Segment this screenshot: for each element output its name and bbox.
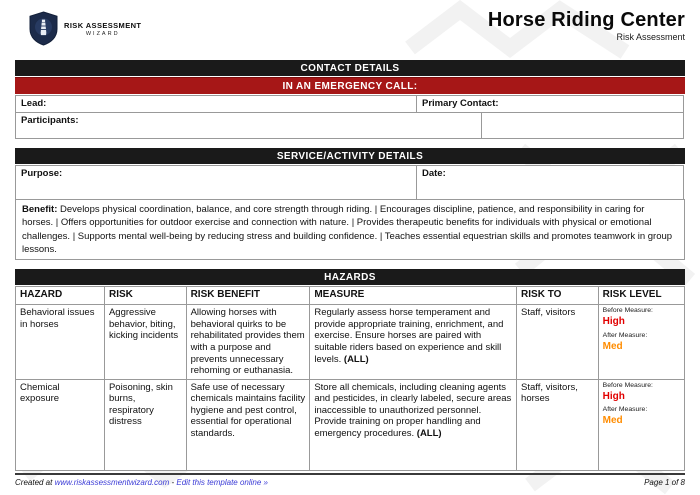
hazard-cell: Behavioral issues in horses xyxy=(16,305,105,379)
hazard-row-behavioral xyxy=(16,305,685,379)
risk-level-before-badge: High xyxy=(602,390,625,402)
measure-cell xyxy=(310,379,517,470)
footer-created-text: Created at xyxy=(15,478,55,487)
service-activity-title: SERVICE/ACTIVITY DETAILS xyxy=(276,150,424,162)
risk-level-after-badge: Med xyxy=(602,340,623,352)
risk-level-cell xyxy=(598,305,684,379)
risk-cell: Aggressive behavior, biting, kicking incidents xyxy=(104,305,186,379)
shield-lighthouse-icon xyxy=(28,11,59,46)
col-hazard: HAZARD xyxy=(16,287,105,305)
brand-name: RISK ASSESSMENT xyxy=(64,20,142,30)
measure-text: Regularly assess horse temperament and provide appropriate training, enrichment, and exercise. Ensure horses are paired with suitable riders based on experience and skill levels. xyxy=(314,307,504,365)
contact-row-lead xyxy=(15,95,685,113)
after-measure-label: After Measure: xyxy=(602,331,648,339)
service-activity-section xyxy=(15,148,685,260)
hazards-table xyxy=(15,286,685,470)
participants-field xyxy=(15,112,482,139)
service-row-benefit xyxy=(15,199,685,260)
footer-edit-link[interactable]: Edit this template online » xyxy=(176,478,268,487)
risk-benefit-cell: Safe use of necessary chemicals maintains facility hygiene and pest control, essential for operational standards. xyxy=(186,379,310,470)
risk-level-after-badge: Med xyxy=(602,415,623,427)
before-measure-label: Before Measure: xyxy=(602,307,653,315)
footer-separator: - xyxy=(169,478,177,487)
after-measure-label: After Measure: xyxy=(602,406,648,414)
participants-label: Participants: xyxy=(21,115,79,126)
service-row-purpose-date xyxy=(15,165,685,200)
risk-level-cell xyxy=(598,379,684,470)
hazards-header xyxy=(15,269,685,285)
lead-field xyxy=(15,95,417,113)
risk-to-cell: Staff, visitors, horses xyxy=(517,379,599,470)
date-label: Date: xyxy=(422,168,446,179)
measure-all-tag: (ALL) xyxy=(416,427,442,439)
hazard-cell: Chemical exposure xyxy=(16,379,105,470)
page-header xyxy=(15,8,685,50)
emergency-call-banner xyxy=(15,77,685,94)
primary-contact-field xyxy=(416,95,684,113)
brand-tagline: WIZARD xyxy=(85,30,120,37)
footer-page-number: Page 1 of 8 xyxy=(644,478,685,487)
col-risk-level: RISK LEVEL xyxy=(598,287,684,305)
page-footer xyxy=(15,473,685,487)
hazards-title: HAZARDS xyxy=(324,271,376,283)
col-risk-to: RISK TO xyxy=(517,287,599,305)
page-title: Horse Riding Center xyxy=(487,9,685,31)
contact-details-title: CONTACT DETAILS xyxy=(300,62,400,74)
measure-cell xyxy=(310,305,517,379)
risk-benefit-cell: Allowing horses with behavioral quirks to be rehabilitated provides them with a purpose and prevents unnecessary rehoming or euthanasia. xyxy=(186,305,310,379)
benefit-text: Develops physical coordination, balance, and core strength through riding. | Encourages discipline, patience, and responsibility in caring for horses. | Offers opportunities for outdoor exercise and connection with nature. | Provides therapeutic benefits for individuals with physical or emotional challenges. | Supports mental well-being by reducing stress and building confidence. | Teaches essential equestrian skills and promotes teamwork in group lessons. xyxy=(22,204,673,255)
page-subtitle: Risk Assessment xyxy=(616,32,685,42)
benefit-field xyxy=(15,199,685,260)
emergency-call-label: IN AN EMERGENCY CALL: xyxy=(282,80,418,92)
risk-to-cell: Staff, visitors xyxy=(517,305,599,379)
benefit-label: Benefit: xyxy=(22,204,58,215)
participants-extra-cell xyxy=(481,112,684,139)
service-activity-header xyxy=(15,148,685,164)
title-block xyxy=(488,10,685,42)
hazards-header-row xyxy=(16,287,685,305)
hazards-section xyxy=(15,269,685,470)
risk-level-before-badge: High xyxy=(602,316,625,328)
footer-site-link[interactable]: www.riskassessmentwizard.com xyxy=(54,478,170,487)
footer-credit xyxy=(15,478,268,487)
purpose-label: Purpose: xyxy=(21,168,63,179)
col-measure: MEASURE xyxy=(310,287,517,305)
brand-text xyxy=(64,21,141,37)
risk-cell: Poisoning, skin burns, respiratory distress xyxy=(104,379,186,470)
primary-contact-label: Primary Contact: xyxy=(422,98,499,109)
brand-logo xyxy=(28,11,141,46)
col-risk: RISK xyxy=(104,287,186,305)
contact-details-header xyxy=(15,60,685,76)
contact-details-section xyxy=(15,60,685,139)
measure-text: Store all chemicals, including cleaning agents and pesticides, in clearly labeled, secure areas inaccessible to unauthorized personnel. Provide training on proper handling and emergency procedures. xyxy=(314,381,512,439)
before-measure-label: Before Measure: xyxy=(602,381,653,389)
purpose-field xyxy=(15,165,417,200)
hazard-row-chemical xyxy=(16,379,685,470)
contact-row-participants xyxy=(15,112,685,139)
lead-label: Lead: xyxy=(21,98,47,109)
measure-all-tag: (ALL) xyxy=(343,353,369,365)
date-field xyxy=(416,165,684,200)
col-risk-benefit: RISK BENEFIT xyxy=(186,287,310,305)
